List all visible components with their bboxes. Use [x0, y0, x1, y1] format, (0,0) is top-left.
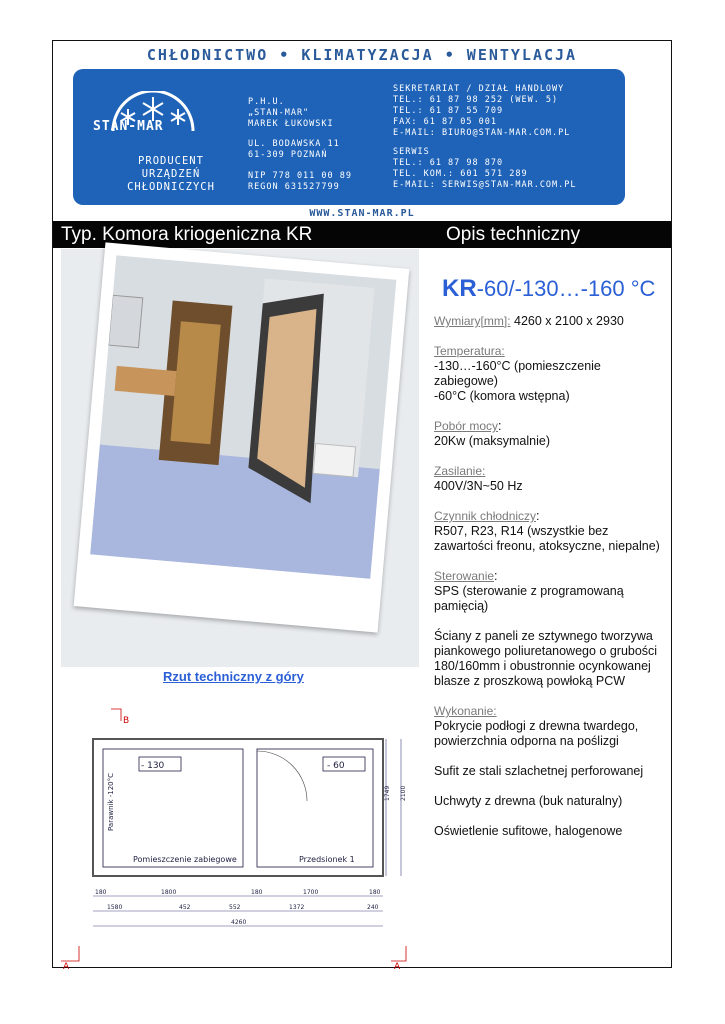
svg-text:452: 452 [179, 904, 191, 911]
service-contact: SERWIS TEL.: 61 87 98 870 TEL. KOM.: 601 571 289 E-MAIL: SERWIS@STAN-MAR.COM.PL [393, 147, 577, 190]
svg-text:1700: 1700 [303, 889, 319, 896]
page-frame [52, 40, 672, 971]
producer-text: PRODUCENT URZĄDZEŃ CHŁODNICZYCH [127, 155, 215, 193]
spec-panel: KR-60/-130…-160 °C Wymiary[mm]: 4260 x 2100 x 2930 Temperatura: -130…-160°C (pomieszczenie zabiegowe) -60°C (komora wstępna) Pobór mocy: 20Kw (maksymalnie) Zasilanie: 400V/3N~50 Hz Czynnik chłodniczy: R507, R23, R14 (wszystkie bez zawartości freonu, atoksyczne, niepalne) Sterowanie: SPS (sterowanie z programowaną pamięcią) Ściany z paneli ze sztywnego tworzywa piankowego poliuretanowego o grubości 180/160mm i obustronnie ocynkowanej blasze z proszkową powłoką PCW Wykonanie: Pokrycie podłogi z drewna twardego, powierzchnia odporna na poślizgi Sufit ze stali szlachetnej perforowanej Uchwyty z drewna (buk naturalny) Oświetlenie sufitowe, halogenowe [434, 281, 664, 854]
tech-description-title: Opis techniczny [446, 224, 581, 245]
marker-a-right: A [394, 962, 401, 971]
product-photo-frame [74, 242, 410, 632]
total-width: 4260 [231, 919, 247, 926]
photo-area [61, 249, 419, 667]
svg-text:180: 180 [95, 889, 107, 896]
model-heading: KR-60/-130…-160 °C [442, 275, 656, 302]
cryo-chamber-photo [90, 255, 396, 578]
marker-a-left: A [63, 962, 70, 971]
svg-text:240: 240 [367, 904, 379, 911]
svg-text:552: 552 [229, 904, 241, 911]
temp-right-label: - 60 [327, 761, 345, 771]
svg-text:180: 180 [251, 889, 263, 896]
technical-floor-plan [61, 691, 419, 971]
plan-title: Rzut techniczny z góry [163, 669, 304, 684]
company-ids: NIP 778 011 00 89 REGON 631527799 [248, 171, 352, 192]
logo-text: STAN-MAR [93, 119, 164, 134]
company-header [73, 69, 625, 205]
product-type-title: Typ. Komora kriogeniczna KR [61, 224, 313, 245]
svg-text:1800: 1800 [161, 889, 177, 896]
svg-text:180: 180 [369, 889, 381, 896]
website-link[interactable]: WWW.STAN-MAR.PL [309, 208, 415, 219]
room-left-label: Pomieszczenie zabiegowe [133, 855, 237, 864]
side-label: Parawnik -120°C [107, 772, 115, 831]
svg-text:1372: 1372 [289, 904, 305, 911]
company-address: UL. BODAWSKA 11 61-309 POZNAŃ [248, 139, 340, 160]
room-right-label: Przedsionek 1 [299, 855, 355, 864]
title-band [53, 221, 671, 248]
office-contact: SEKRETARIAT / DZIAŁ HANDLOWY TEL.: 61 87 98 252 (WEW. 5) TEL.: 61 87 55 709 FAX: 61 87 05 001 E-MAIL: BIURO@STAN-MAR.COM.PL [393, 84, 571, 138]
company-name: P.H.U. „STAN-MAR" MAREK ŁUKOWSKI [248, 97, 334, 129]
svg-text:2100: 2100 [400, 785, 407, 801]
brand-line: CHŁODNICTWO • KLIMATYZACJA • WENTYLACJA [146, 46, 578, 64]
svg-text:1749: 1749 [384, 785, 391, 801]
marker-b-top: B [123, 716, 130, 726]
temp-left-label: - 130 [141, 761, 165, 771]
svg-text:1580: 1580 [107, 904, 123, 911]
